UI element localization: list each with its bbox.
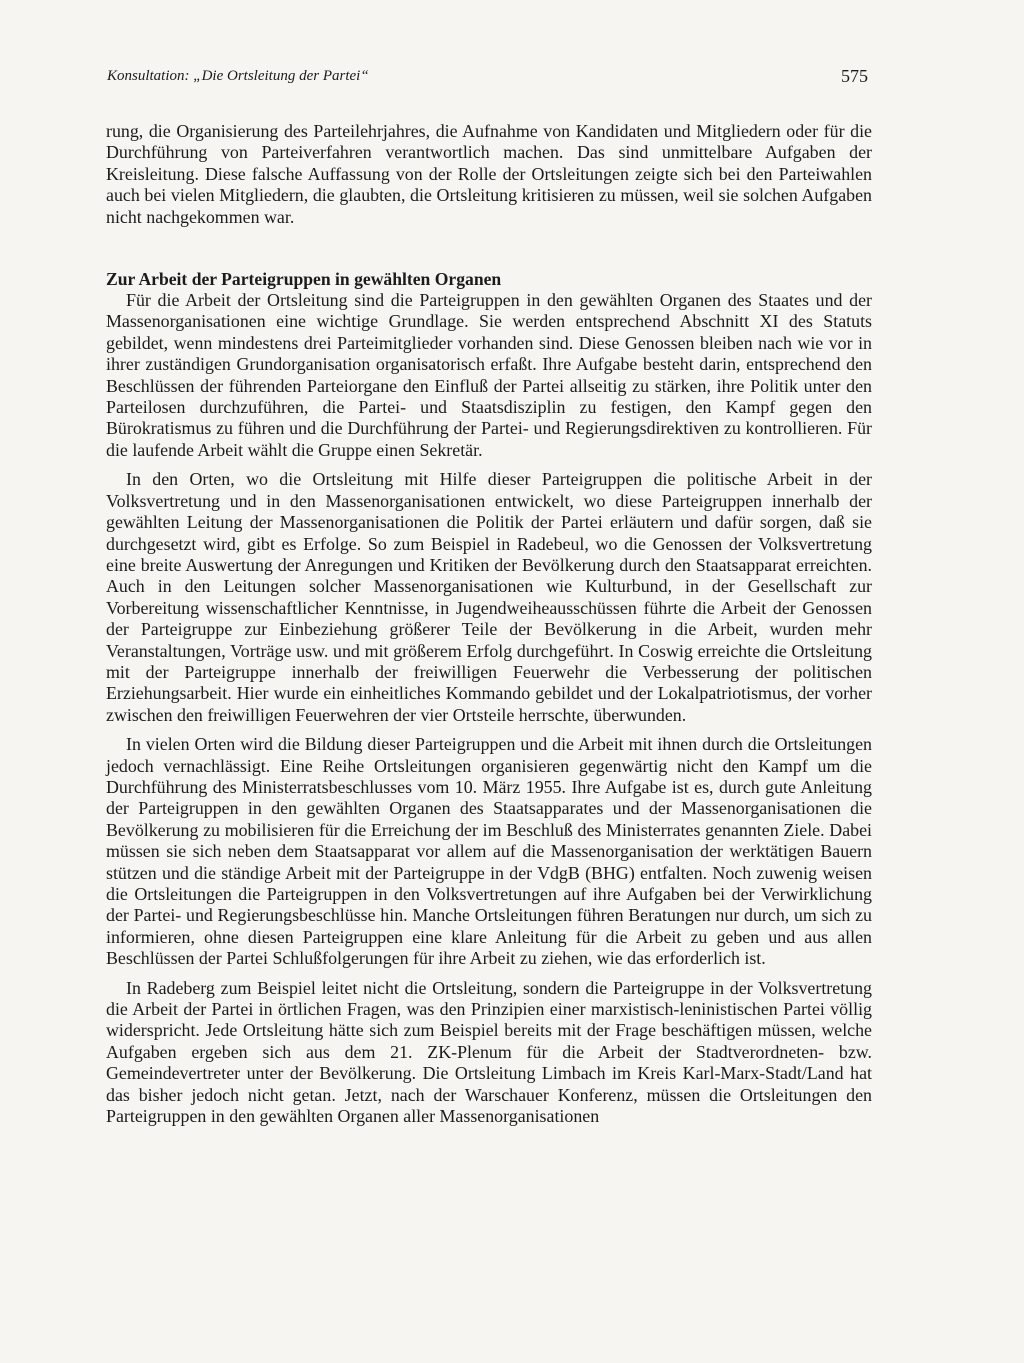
- running-header: [107, 68, 868, 90]
- paragraph-4: In Radeberg zum Beispiel leitet nicht die Ortsleitung, sondern die Parteigruppe in der Volksvertretung die Arbeit der Partei in örtlichen Fragen, was den Prinzipien einer marxistisch-leninistischen Partei völlig widerspricht. Jede Ortsleitung hätte sich zum Beispiel bereits mit der Frage beschäftigen müssen, welche Aufgaben ergeben sich aus dem 21. ZK-Plenum für die Arbeit der Stadtverordneten- bzw. Gemeindevertreter unter der Bevölkerung. Die Ortsleitung Limbach im Kreis Karl-Marx-Stadt/Land hat das bisher jedoch nicht getan. Jetzt, nach der Warschauer Konferenz, müssen die Ortsleitungen den Parteigruppen in den gewählten Organen aller Massenorganisationen: [106, 977, 872, 1127]
- running-title: Konsultation: „Die Ortsleitung der Partei“: [107, 68, 369, 84]
- body-text: [106, 121, 872, 1127]
- page-number: 575: [841, 66, 868, 86]
- paragraph-continuation: rung, die Organisierung des Parteilehrjahres, die Aufnahme von Kandidaten und Mitgliedern oder für die Durchführung von Parteiverfahren verantwortlich machen. Das sind unmittelbare Aufgaben der Kreisleitung. Diese falsche Auffassung von der Rolle der Ortsleitungen zeigte sich bei den Parteiwahlen auch bei vielen Mitgliedern, die glaubten, die Ortsleitung kritisieren zu müssen, weil sie solchen Aufgaben nicht nachgekommen war.: [106, 121, 872, 227]
- paragraph-2: In den Orten, wo die Ortsleitung mit Hilfe dieser Parteigruppen die politische Arbeit in der Volksvertretung und in den Massenorganisationen entwickelt, wo diese Parteigruppen innerhalb der gewählten Leitung der Massenorganisationen die Politik der Partei erläutern und dafür sorgen, daß sie durchgesetzt wird, gibt es Erfolge. So zum Beispiel in Radebeul, wo die Genossen der Volksvertretung eine breite Auswertung der Anregungen und Kritiken der Bevölkerung durch den Staatsapparat erreichten. Auch in den Leitungen solcher Massenorganisationen wie Kulturbund, in der Gesellschaft zur Vorbereitung wissenschaftlicher Kenntnisse, in Jugendweiheausschüssen führte die Arbeit der Genossen der Parteigruppe zur Einbeziehung größerer Teile der Bevölkerung in die Arbeit, wurden mehr Veranstaltungen, Vorträge usw. und mit größerem Erfolg durchgeführt. In Coswig erreichte die Ortsleitung mit der Parteigruppe innerhalb der freiwilligen Feuerwehr die Verbesserung der politischen Erziehungsarbeit. Hier wurde ein einheitliches Kommando gebildet und der Lokalpatriotismus, der vorher zwischen den freiwilligen Feuerwehren der vier Ortsteile herrschte, überwunden.: [106, 469, 872, 725]
- paragraph-3: In vielen Orten wird die Bildung dieser Parteigruppen und die Arbeit mit ihnen durch die Ortsleitungen jedoch vernachlässigt. Eine Reihe Ortsleitungen organisieren gegenwärtig nicht den Kampf um die Durchführung des Ministerratsbeschlusses vom 10. März 1955. Ihre Aufgabe ist es, durch gute Anleitung der Parteigruppen in den gewählten Organen des Staatsapparates und der Massenorganisationen die Bevölkerung zu mobilisieren für die Erreichung der im Beschluß des Ministerrates genannten Ziele. Dabei müssen sie sich neben dem Staatsapparat vor allem auf die Massenorganisation der werktätigen Bauern stützen und die ständige Arbeit mit der Parteigruppe in der VdgB (BHG) entfalten. Noch zuwenig weisen die Ortsleitungen die Parteigruppen in den Volksvertretungen auf ihre Aufgaben bei der Verwirklichung der Partei- und Regierungsbeschlüsse hin. Manche Ortsleitungen führen Beratungen nur durch, um sich zu informieren, ohne diesen Parteigruppen eine klare Anleitung für die Arbeit zu geben und aus allen Beschlüssen der Partei Schlußfolgerungen für ihre Arbeit zu ziehen, wie das erforderlich ist.: [106, 734, 872, 969]
- paragraph-1: Für die Arbeit der Ortsleitung sind die Parteigruppen in den gewählten Organen des Staates und der Massenorganisationen eine wichtige Grundlage. Sie werden entsprechend Abschnitt XI des Statuts gebildet, wenn mindestens drei Parteimitglieder vorhanden sind. Diese Genossen bleiben nach wie vor in ihrer zuständigen Grundorganisation organisatorisch erfaßt. Ihre Aufgabe besteht darin, entsprechend den Beschlüssen der führenden Parteiorgane den Einfluß der Partei allseitig zu stärken, ihre Politik unter den Parteilosen durchzuführen, die Partei- und Staatsdisziplin zu festigen, den Kampf gegen den Bürokratismus zu führen und die Durchführung der Partei- und Regierungsdirektiven zu kontrollieren. Für die laufende Arbeit wählt die Gruppe einen Sekretär.: [106, 290, 872, 460]
- section-heading: Zur Arbeit der Parteigruppen in gewählten Organen: [106, 269, 502, 290]
